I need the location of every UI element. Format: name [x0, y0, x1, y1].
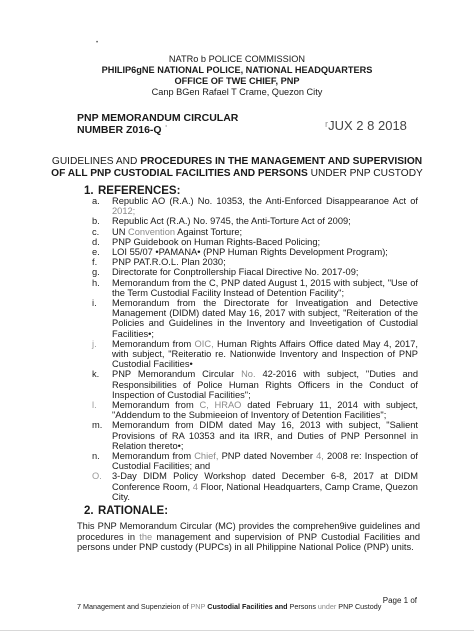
reference-text-gray: Convention — [128, 226, 176, 237]
reference-item-h — [78, 278, 418, 298]
rationale-title: RATIONALE: — [98, 505, 169, 517]
reference-text: dated February 11, 2014 with subject, "Addendum to the Submieeion of Inventory of Detention Facilities"; — [112, 400, 418, 421]
reference-item-g — [78, 267, 418, 277]
reference-text-gray: C, HRAO — [199, 400, 242, 411]
references-list — [78, 196, 418, 502]
footer-text: PNP Custody — [336, 602, 382, 611]
reference-marker: h. — [92, 277, 100, 288]
reference-item-k — [78, 369, 418, 400]
reference-marker: n. — [92, 451, 100, 462]
memo-number-mark: ˙ — [161, 124, 169, 136]
reference-text: PNP Guidebook on Human Rights-Baced Policing; — [112, 236, 321, 247]
reference-marker: c. — [92, 226, 100, 237]
footer-text: 7 Management and Supenzieion of — [77, 602, 191, 611]
reference-text: Memorandum from DIDM dated May 16, 2013 with subject, "Salient Provisions of RA 10353 and ita IRR, and Duties of PNP Personnel in Relation thereto•; — [112, 420, 418, 451]
references-title: REFERENCES: — [98, 185, 181, 197]
reference-text: 42-2016 with subject, "Duties and Responsibilities of Police Human Rights Officers in the Conduct of Inspection of Custodial Facilities"; — [112, 369, 418, 400]
title-l2-a: OF ALL PNP CUSTODIAL FACILITIES AND PERSONS — [51, 168, 308, 179]
reference-item-m — [78, 420, 418, 451]
reference-text-gray: 4, — [316, 451, 324, 462]
title-l1-a: GUIDELINES AND — [51, 156, 141, 167]
reference-item-j — [78, 339, 418, 370]
reference-marker: l. — [92, 400, 97, 411]
rationale-heading — [84, 505, 168, 517]
reference-marker: f. — [92, 257, 98, 268]
footer-text-bold: Custodial Facilities and — [205, 602, 288, 611]
reference-item-l — [78, 400, 418, 420]
reference-marker: k. — [92, 369, 100, 380]
reference-marker: O. — [92, 471, 102, 482]
bottom-divider — [0, 630, 474, 631]
reference-item-o — [78, 471, 418, 502]
footer-text-gray: under — [317, 602, 337, 611]
reference-text: Memorandum from — [112, 338, 195, 349]
reference-marker: a. — [92, 196, 100, 206]
reference-item-b — [78, 216, 418, 226]
footer-text-gray: PNP — [190, 602, 206, 611]
reference-text-gray: Chief, — [194, 451, 219, 462]
page-footer — [77, 603, 417, 612]
header-national-police: PHILIP6gNE NATIONAL POLICE, NATIONAL HEADQUARTERS — [101, 65, 373, 75]
reference-text-gray: 4 — [192, 481, 198, 492]
date-text: JUX 2 8 2018 — [328, 118, 407, 133]
reference-text: LOI 55/07 •PAMANA• (PNP Human Rights Development Program); — [112, 247, 388, 258]
memo-number — [77, 124, 168, 136]
circular-title-line1 — [50, 156, 424, 168]
reference-text: PNP PAT.R.O.L. Plan 2030; — [112, 257, 226, 268]
reference-item-a — [78, 196, 418, 216]
rationale-text: This PNP Memorandum Circular (MC) provides the comprehen9ive guidelines and procedures in — [77, 521, 420, 542]
reference-text-gray: No. — [241, 369, 256, 380]
memo-number-text: NUMBER Z016-Q — [77, 124, 162, 136]
reference-text: Against Torture; — [175, 226, 243, 237]
reference-text: Republic Act (R.A.) No. 9745, the Anti-Torture Act of 2009; — [112, 216, 351, 227]
reference-item-d — [78, 237, 418, 247]
reference-text: Republic AO (R.A.) No. 10353, the Anti-Enforced Disappearanoe Act of — [112, 196, 418, 206]
reference-text: PNP dated November — [218, 451, 317, 462]
reference-text: 2008 re: Inspection of Custodial Facilities; and — [112, 451, 418, 472]
rationale-paragraph — [77, 521, 420, 553]
header-office-chief: OFFICE OF TWE CHIEF, PNP — [174, 76, 300, 86]
reference-item-c — [78, 227, 418, 237]
reference-marker: g. — [92, 267, 100, 278]
reference-text: 3-Day DIDM Policy Workshop dated December 6-8, 2017 at DIDM Conference Room, — [112, 471, 418, 492]
page-number: Page 1 of — [382, 596, 417, 605]
reference-text: Memorandum from the Directorate for Inveatigation and Detective Management (DIDM) dated May 16, 2017 with subject, "Reiteration of the Policies and Guidelines in the Inventory and Inveetigation of Custodial Facilities•; — [112, 298, 418, 339]
circular-title-line2 — [50, 168, 424, 180]
reference-marker: b. — [92, 216, 100, 227]
header-commission: NATRo b POLICE COMMISSION — [168, 54, 306, 64]
title-l1-b: PROCEDURES IN THE MANAGEMENT AND SUPERVISION — [140, 156, 423, 167]
reference-marker: j. — [92, 338, 97, 349]
reference-text-gray: OIC, — [194, 338, 214, 349]
footer-text: Persons — [287, 602, 318, 611]
reference-text: Memorandum from — [112, 400, 200, 411]
references-number: 1. — [84, 185, 94, 197]
rationale-text-gray: the — [139, 531, 153, 542]
reference-item-n — [78, 451, 418, 471]
rationale-text: management and supervision of PNP Custodial Facilities and persons under PNP custody (PUPCs) in all Philippine National Police (PNP) units. — [77, 531, 420, 553]
reference-marker: i. — [92, 298, 97, 309]
header-address: Canp BGen Rafael T Crame, Quezon City — [151, 87, 323, 97]
reference-text: Floor, National Headquarters, Camp Crame, Quezon City. — [112, 481, 418, 502]
reference-item-e — [78, 247, 418, 257]
reference-text: Directorate for Conptrollership Fiacal Directive No. 2017-09; — [112, 267, 359, 278]
memo-date — [325, 118, 407, 133]
reference-item-f — [78, 257, 418, 267]
reference-marker: d. — [92, 236, 100, 247]
scan-mark: • — [96, 40, 99, 46]
title-l2-b: UNDER PNP CUSTODY — [307, 168, 423, 179]
date-mark: ʳ — [325, 118, 329, 133]
memo-circular-label: PNP MEMORANDUM CIRCULAR — [77, 112, 239, 124]
reference-text: Human Rights Affairs Office dated May 4, 2017, with subject, "Reiteratio re. Nationwide Inventory and Inspection of PNP Custodial Facilities• — [112, 338, 418, 370]
reference-text: UN — [112, 226, 129, 237]
reference-marker: e. — [92, 247, 100, 258]
reference-text: Memorandum from — [112, 451, 195, 462]
reference-text-gray: 2012; — [112, 206, 136, 217]
rationale-number: 2. — [84, 505, 94, 517]
reference-item-i — [78, 298, 418, 339]
reference-text: PNP Memorandum Circular — [112, 369, 242, 380]
reference-marker: m. — [92, 420, 103, 431]
reference-text: Memorandum from the C, PNP dated August 1, 2015 with subject, "Use of the Term Custodial Facility Instead of Detention Facility"; — [112, 277, 418, 298]
